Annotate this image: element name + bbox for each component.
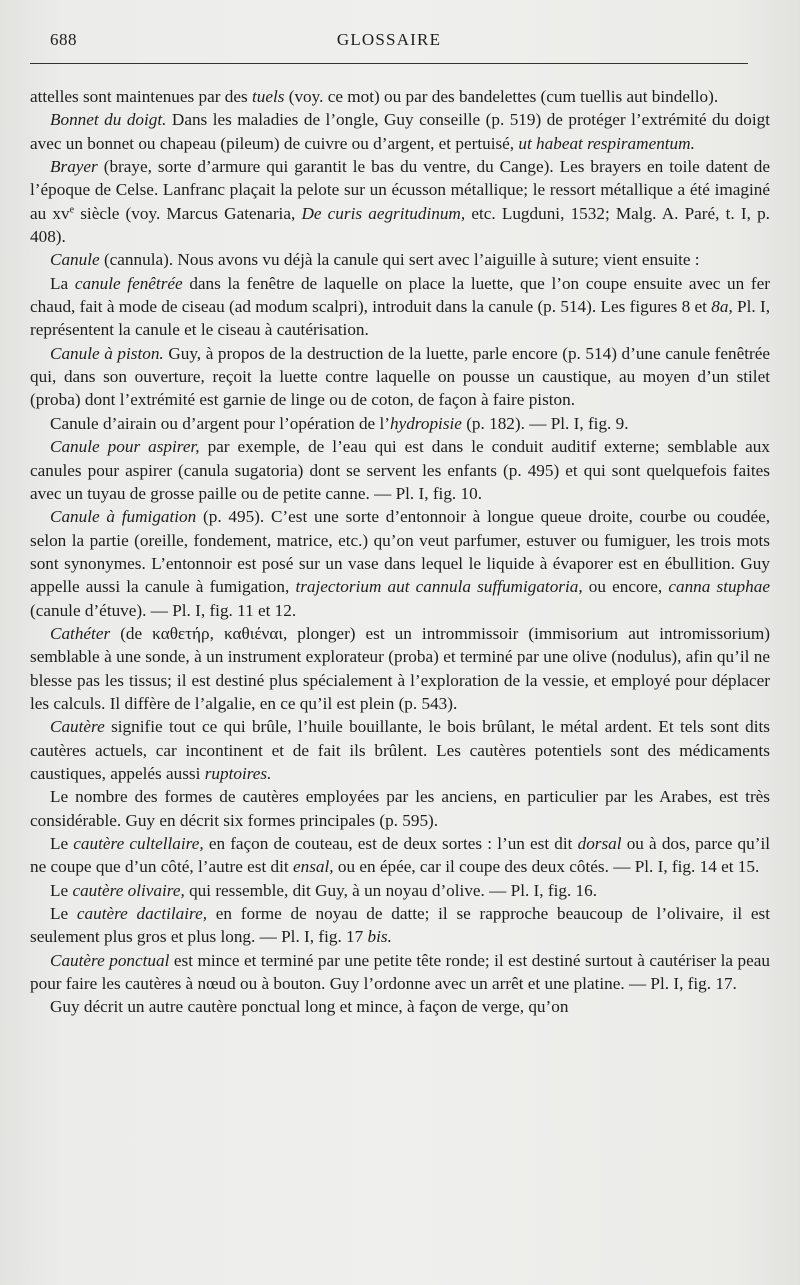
italic-text: Cautère ponctual: [50, 950, 170, 970]
text-run: (p. 182). — Pl. I, fig. 9.: [461, 413, 629, 433]
text-run: par exemple, de l’eau qui est dans le conduit auditif externe; semblable aux canules pour aspirer (canula sugatoria) dont se servent les enfants (p. 495) et qui sont quelquefois faites avec un tuyau de grosse paille ou de petite canne. — Pl. I, fig. 10.: [30, 437, 770, 503]
paragraph: [30, 85, 770, 108]
italic-text: canna stuphae: [668, 577, 770, 597]
italic-text: dorsal: [577, 834, 622, 853]
page-header: [30, 30, 748, 52]
paragraph: [30, 155, 770, 248]
paragraph: [30, 435, 770, 505]
text-run: Le nombre des formes de cautères employées par les anciens, en particulier par les Arabes, est très considérable. Guy en décrit six formes principales (p. 595).: [30, 787, 770, 830]
italic-text: trajectorium aut cannula suffumigatoria,: [295, 577, 583, 597]
paragraph: [30, 832, 770, 879]
italic-text: cautère cultellaire,: [73, 834, 204, 853]
text-run: Le: [50, 834, 74, 853]
page-number: 688: [50, 30, 77, 49]
body-text: [30, 85, 770, 1019]
text-run: en forme de noyau de datte; il se rapproche beaucoup de l’olivaire, il est seulement plus gros et plus long. — Pl. I, fig. 17: [30, 904, 770, 947]
paragraph: [30, 108, 770, 155]
italic-text: Canule à piston.: [50, 343, 164, 363]
text-run: (p. 495). C’est une sorte d’entonnoir à longue queue droite, courbe ou coudée, selon la partie (oreille, fondement, matrice, etc.) qu’on veut parfumer, estuver ou fumiguer, les trois mots sont synonymes. L’entonnoir est posé sur un vase dans lequel le liquide à évaporer est en ébullition. Guy appelle aussi la canule à fumigation,: [30, 507, 770, 597]
italic-text: ruptoires.: [204, 763, 272, 783]
text-run: Le: [50, 904, 77, 924]
text-run: Le: [50, 880, 73, 900]
italic-text: cautère dactilaire,: [76, 904, 208, 924]
italic-text: Bonnet du doigt.: [50, 110, 167, 130]
italic-text: 8a,: [711, 297, 733, 317]
text-run: La: [50, 273, 75, 293]
text-run: (cannula). Nous avons vu déjà la canule qui sert avec l’aiguille à suture; vient ensuite :: [99, 250, 700, 270]
italic-text: Canule: [50, 250, 100, 270]
text-run: Canule d’airain ou d’argent pour l’opération de l’: [50, 413, 390, 433]
running-title: GLOSSAIRE: [336, 30, 442, 49]
paragraph: [30, 622, 770, 715]
text-run: Dans les maladies de l’ongle, Guy conseille (p. 519) de protéger l’extrémité du doigt avec un bonnet ou chapeau (pileum) de cuivre ou d’argent, et pertuisé,: [30, 110, 770, 153]
italic-text: canule fenêtrée: [74, 273, 183, 293]
italic-text: cautère olivaire,: [72, 880, 185, 900]
italic-text: Brayer: [50, 157, 98, 177]
text-run: ou encore,: [582, 577, 669, 597]
italic-text: Canule pour aspirer,: [50, 437, 200, 457]
italic-text: Cathéter: [50, 623, 111, 643]
text-run: qui ressemble, dit Guy, à un noyau d’olive. — Pl. I, fig. 16.: [184, 880, 598, 900]
italic-text: ut habeat respiramentum.: [518, 133, 695, 153]
text-run: Guy, à propos de la destruction de la luette, parle encore (p. 514) d’une canule fenêtrée qui, dans son ouverture, reçoit la luette contre laquelle on pousse un caustique, au moyen d’un stilet (proba) dont l’extrémité est garnie de linge ou de coton, de façon à faire piston.: [30, 343, 770, 410]
text-run: dans la fenêtre de laquelle on place la luette, que l’on coupe ensuite avec un fer chaud, fait à mode de ciseau (ad modum scalpri), introduit dans la canule (p. 514). Les figures 8 et: [30, 273, 770, 317]
paragraph: [30, 248, 770, 271]
text-run: attelles sont maintenues par des: [30, 87, 252, 106]
text-run: etc. Lugduni, 1532; Malg. A. Paré, t. I, p. 408).: [30, 203, 770, 247]
paragraph: [30, 272, 770, 342]
header-rule: [30, 63, 748, 64]
italic-text: bis.: [367, 927, 392, 947]
text-run: signifie tout ce qui brûle, l’huile bouillante, le bois brûlant, le métal ardent. Et tels sont dits cautères actuels, car incontinent et de fait ils brûlent. Les cautères potentiels sont des médicaments caustiques, appelés aussi: [30, 717, 770, 783]
text-run: en façon de couteau, est de deux sortes : l’un est dit: [203, 834, 578, 853]
text-run: est mince et terminé par une petite tête ronde; il est destiné surtout à cautériser la peau pour faire les cautères à nœud ou à bouton. Guy l’ordonne avec un arrêt et une platine. — Pl. I, fig. 17.: [30, 950, 770, 994]
paragraph: [30, 785, 770, 832]
italic-text: Cautère: [50, 717, 105, 737]
paragraph: [30, 902, 770, 949]
italic-text: ensal,: [292, 857, 334, 877]
text-run: (braye, sorte d’armure qui garantit le bas du ventre, du Cange). Les brayers en toile datent de l’époque de Celse. Lanfranc plaçait la pelote sur un écusson métallique; le ressort métallique a été imaginé au xv: [30, 157, 770, 223]
paragraph: [30, 949, 770, 996]
paragraph: [30, 342, 770, 412]
italic-text: hydropisie: [389, 413, 462, 433]
text-run: siècle (voy. Marcus Gatenaria,: [74, 203, 302, 223]
text-run: Pl. I, représentent la canule et le ciseau à cautérisation.: [30, 297, 770, 340]
text-run: Guy décrit un autre cautère ponctual long et mince, à façon de verge, qu’on: [50, 997, 569, 1017]
paragraph: [30, 505, 770, 622]
paragraph: [30, 879, 770, 902]
text-run: (voy. ce mot) ou par des bandelettes (cum tuellis aut bindello).: [284, 87, 719, 106]
text-run: (canule d’étuve). — Pl. I, fig. 11 et 12.: [30, 600, 297, 620]
paragraph: [30, 995, 770, 1018]
text-run: ou à dos, parce qu’il ne coupe que d’un côté, l’autre est dit: [30, 834, 770, 877]
italic-text: De curis aegritudinum,: [301, 203, 466, 223]
italic-text: tuels: [251, 87, 285, 106]
text-run: (de καθετήρ, καθιέναι, plonger) est un intrommissoir (immisorium aut intromissorium) semblable à une sonde, à un instrument explorateur (proba) et terminé par une olive (nodulus), afin qu’il ne blesse pas les tissus; il est destiné plus spécialement à l’exploration de la vessie, et employé pour déplacer les calculs. Il diffère de l’algalie, en ce qu’il est plein (p. 543).: [30, 623, 770, 713]
paragraph: [30, 715, 770, 785]
text-run: ou en épée, car il coupe des deux côtés. — Pl. I, fig. 14 et 15.: [333, 857, 760, 877]
paragraph: [30, 412, 770, 435]
superscript-text: e: [69, 203, 75, 215]
italic-text: Canule à fumigation: [50, 507, 197, 527]
